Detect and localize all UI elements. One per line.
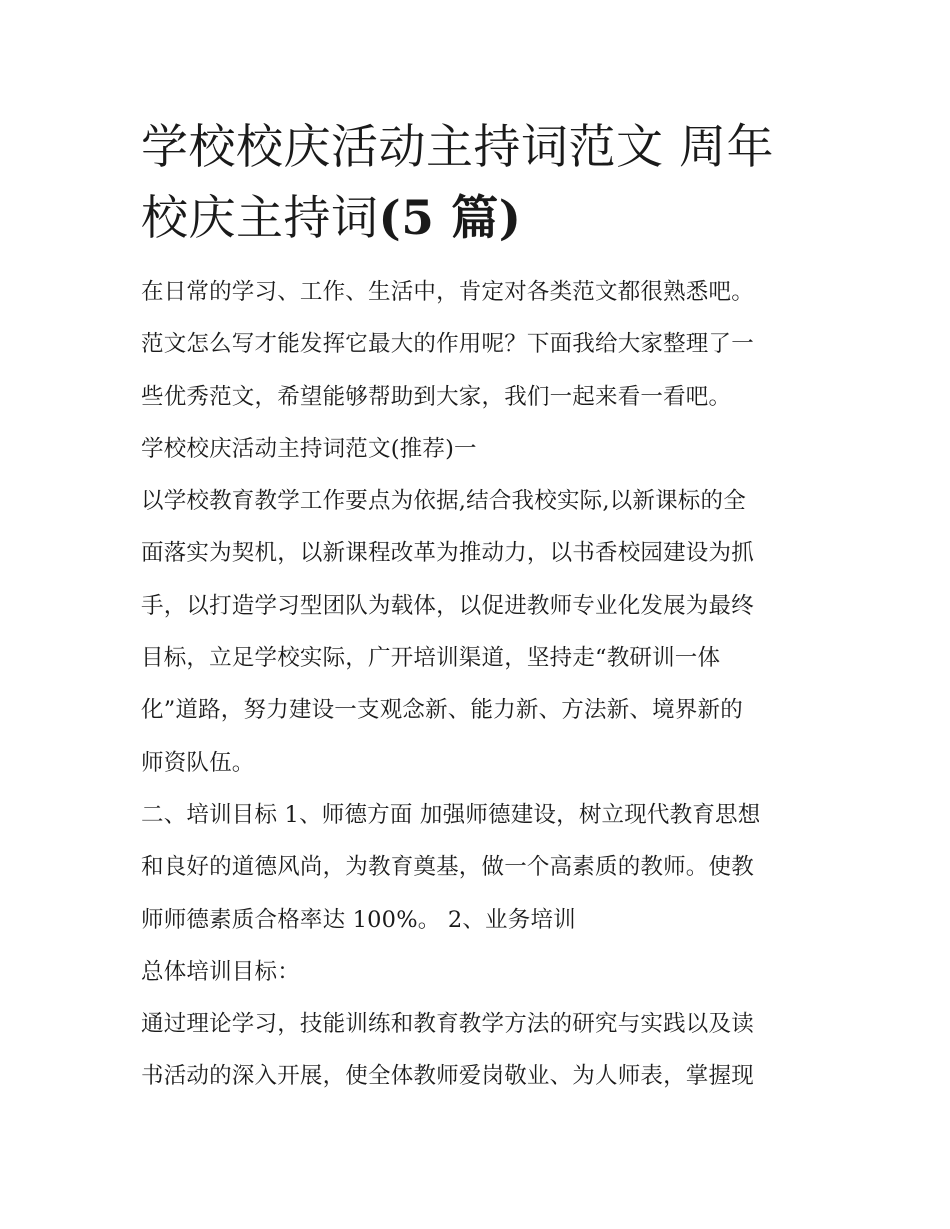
title-line-2-suffix: (5 篇) bbox=[378, 191, 522, 246]
document-body bbox=[141, 266, 813, 1103]
text-line: 通过理论学习，技能训练和教育教学方法的研究与实践以及读 bbox=[141, 1011, 754, 1038]
text-line: 师师德素质合格率达 100%。 2、业务培训 bbox=[141, 906, 576, 933]
text-line: 些优秀范文，希望能够帮助到大家，我们一起来看一看吧。 bbox=[141, 383, 732, 410]
text-line: 范文怎么写才能发挥它最大的作用呢？下面我给大家整理了一 bbox=[141, 331, 754, 358]
paragraph-intro bbox=[141, 266, 813, 423]
paragraph-overall-goal bbox=[141, 998, 813, 1103]
title-line-2-prefix: 校庆主持词 bbox=[141, 191, 379, 246]
text-line: 面落实为契机，以新课程改革为推动力，以书香校园建设为抓 bbox=[141, 540, 754, 567]
text-line: 手，以打造学习型团队为载体，以促进教师专业化发展为最终 bbox=[141, 592, 754, 619]
text-line: 和良好的道德风尚，为教育奠基，做一个高素质的教师。使教 bbox=[141, 854, 754, 881]
text-line: 二、培训目标 1、师德方面 加强师德建设，树立现代教育思想 bbox=[141, 801, 761, 828]
paragraph-overall-goal-heading bbox=[141, 946, 813, 998]
text-line: 总体培训目标： bbox=[141, 958, 300, 985]
text-line: 以学校教育教学工作要点为依据,结合我校实际,以新课标的全 bbox=[141, 488, 746, 515]
text-line: 师资队伍。 bbox=[141, 749, 255, 776]
paragraph-training-goals bbox=[141, 789, 813, 946]
title-line-1: 学校校庆活动主持词范文 周年 bbox=[141, 120, 774, 175]
document-content bbox=[141, 112, 813, 1103]
text-line: 学校校庆活动主持词范文(推荐)一 bbox=[141, 435, 477, 462]
text-line: 目标，立足学校实际，广开培训渠道，坚持走“教研训一体 bbox=[141, 645, 721, 672]
document-title bbox=[141, 112, 813, 254]
section-heading bbox=[141, 423, 813, 475]
text-line: 化”道路，努力建设一支观念新、能力新、方法新、境界新的 bbox=[141, 697, 743, 724]
title-line-2 bbox=[141, 191, 522, 246]
text-line: 书活动的深入开展，使全体教师爱岗敬业、为人师表，掌握现 bbox=[141, 1063, 754, 1090]
paragraph-guidance bbox=[141, 475, 813, 789]
text-line: 在日常的学习、工作、生活中，肯定对各类范文都很熟悉吧。 bbox=[141, 279, 754, 305]
